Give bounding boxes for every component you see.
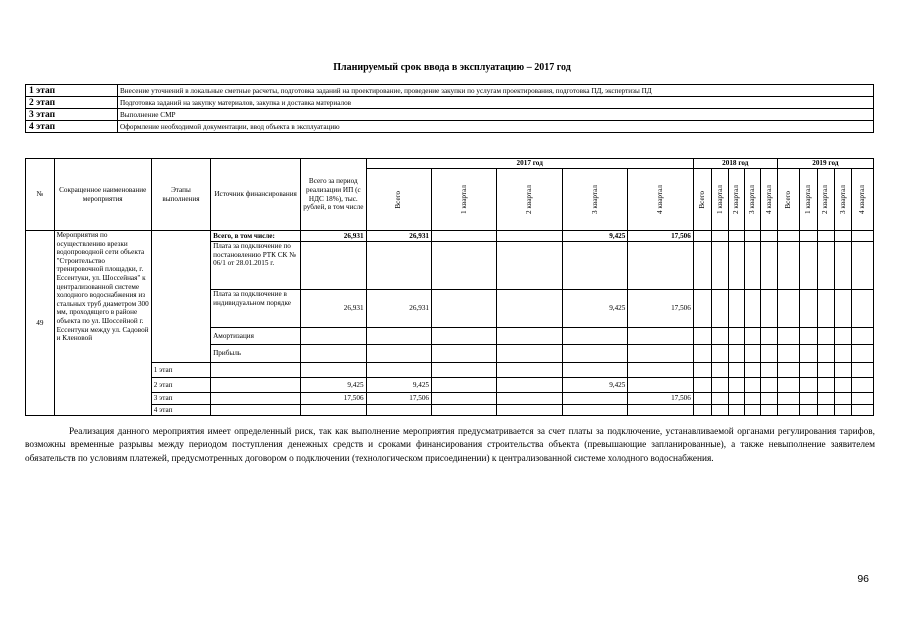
header-2017-q1: 1 квартал bbox=[459, 185, 468, 214]
ind-sum: 26,931 bbox=[301, 290, 366, 328]
table-row bbox=[26, 405, 874, 416]
header-stages: Этапы выполнения bbox=[151, 159, 210, 231]
risk-paragraph: Реализация данного мероприятия имеет определенный риск, так как выполнение мероприятия предусматривается за счет платы за подключение, устанавливаемой органами регулирования тарифов, возможны временные разрывы между периодом поступления денежных средств и сроками финансирования строительства объекта (превышающие запланированные), а также невыполнение заявителем обязательств по условиям платежей, предусмотренных договором о подключении (технологическом присоединении) к централизованной системе холодного водоснабжения. bbox=[25, 427, 875, 464]
stage2-q3: 9,425 bbox=[562, 378, 627, 393]
total-2017: 26,931 bbox=[366, 231, 431, 242]
header-2019-q3: 3 квартал bbox=[838, 185, 847, 214]
header-2018-all: Всего bbox=[698, 190, 707, 209]
header-name: Сокращенное наименование мероприятия bbox=[54, 159, 151, 231]
stage-row bbox=[26, 109, 874, 121]
header-2018-q4: 4 квартал bbox=[764, 185, 773, 214]
stage-name: 3 этап bbox=[26, 109, 118, 121]
stage-row bbox=[26, 97, 874, 109]
stage-desc: Внесение уточнений в локальные сметные расчеты, подготовка заданий на проектирование, проведение закупки по услугам проектирования, подготовка ПД, экспертизы ПД bbox=[118, 85, 874, 97]
source-total: Всего, в том числе: bbox=[211, 231, 301, 242]
stage-name: 4 этап bbox=[26, 121, 118, 133]
header-2018-q3: 3 квартал bbox=[748, 185, 757, 214]
total-sum: 26,931 bbox=[301, 231, 366, 242]
header-year-2018: 2018 год bbox=[693, 159, 777, 169]
header-2019-q1: 1 квартал bbox=[804, 185, 813, 214]
stage3-sum: 17,506 bbox=[301, 393, 366, 405]
stage3-2017: 17,506 bbox=[366, 393, 431, 405]
header-year-2019: 2019 год bbox=[777, 159, 873, 169]
header-source: Источник финансирования bbox=[211, 159, 301, 231]
total-q3: 9,425 bbox=[562, 231, 627, 242]
header-2018-q1: 1 квартал bbox=[715, 185, 724, 214]
header-2018-q2: 2 квартал bbox=[731, 185, 740, 214]
stage2-sum: 9,425 bbox=[301, 378, 366, 393]
stage3-q4: 17,506 bbox=[628, 393, 693, 405]
stage-3: 3 этап bbox=[151, 393, 210, 405]
stage-name: 1 этап bbox=[26, 85, 118, 97]
source-profit: Прибыль bbox=[211, 345, 301, 363]
ind-q4: 17,506 bbox=[628, 290, 693, 328]
stage2-2017: 9,425 bbox=[366, 378, 431, 393]
header-2019-q4: 4 квартал bbox=[858, 185, 867, 214]
page-number: 96 bbox=[857, 573, 869, 585]
ind-q3: 9,425 bbox=[562, 290, 627, 328]
table-row bbox=[26, 393, 874, 405]
stage-name: 2 этап bbox=[26, 97, 118, 109]
source-amortization: Амортизация bbox=[211, 328, 301, 345]
source-plan: Плата за подключение по постановлению РТК СК № 06/1 от 28.01.2015 г. bbox=[211, 242, 301, 290]
financing-table bbox=[25, 158, 874, 416]
table-row bbox=[26, 363, 874, 378]
stage-4: 4 этап bbox=[151, 405, 210, 416]
table-row bbox=[26, 378, 874, 393]
stage-desc: Выполнение СМР bbox=[118, 109, 874, 121]
header-2017-q4: 4 квартал bbox=[656, 185, 665, 214]
stage-2: 2 этап bbox=[151, 378, 210, 393]
header-year-2017: 2017 год bbox=[366, 159, 693, 169]
header-2019-q2: 2 квартал bbox=[821, 185, 830, 214]
header-2017-q3: 3 квартал bbox=[590, 185, 599, 214]
table-row bbox=[26, 231, 874, 242]
page-title: Планируемый срок ввода в эксплуатацию – 2017 год bbox=[333, 62, 571, 73]
source-individual: Плата за подключение в индивидуальном порядке bbox=[211, 290, 301, 328]
stage-row bbox=[26, 121, 874, 133]
row-num: 49 bbox=[26, 231, 55, 416]
stage-1: 1 этап bbox=[151, 363, 210, 378]
stages-table bbox=[25, 84, 874, 133]
header-num: № bbox=[26, 159, 55, 231]
header-2017-q2: 2 квартал bbox=[525, 185, 534, 214]
row-name: Мероприятия по осуществлению врезки водопроводной сети объекта "Строительство тренировочной площадки, г. Ессентуки, ул. Шоссейная" к централизованной системе холодного водоснабжения из стальных труб диаметром 300 мм, проходящего в районе объекта по ул. Шоссейной г. Ессентуки между ул. Садовой и Кленовой bbox=[54, 231, 151, 416]
header-total: Всего за период реализации ИП (с НДС 18%), тыс. рублей, в том числе bbox=[301, 159, 366, 231]
header-2017-all: Всего bbox=[394, 190, 403, 209]
ind-2017: 26,931 bbox=[366, 290, 431, 328]
stage-row bbox=[26, 85, 874, 97]
header-2019-all: Всего bbox=[784, 190, 793, 209]
stage-desc: Подготовка заданий на закупку материалов, закупка и доставка материалов bbox=[118, 97, 874, 109]
stage-desc: Оформление необходимой документации, ввод объекта в эксплуатацию bbox=[118, 121, 874, 133]
total-q4: 17,506 bbox=[628, 231, 693, 242]
